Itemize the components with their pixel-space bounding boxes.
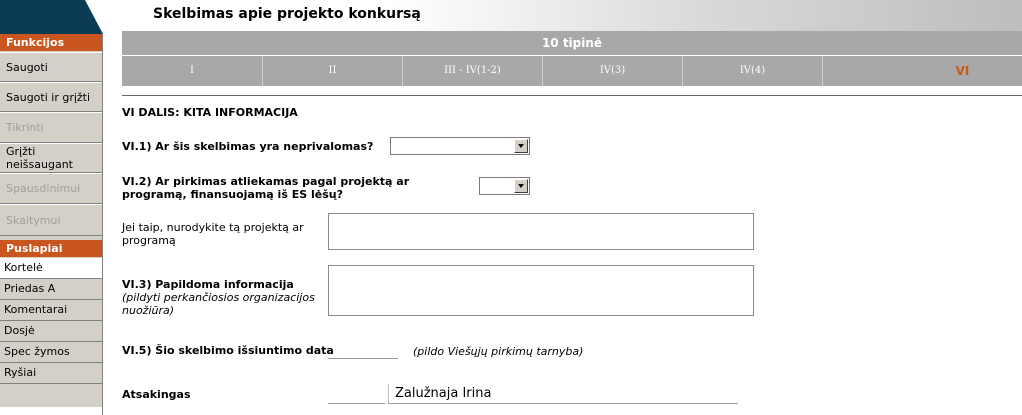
tab-iii-iv[interactable]: III - IV(1-2)	[403, 56, 543, 86]
sidebar-page-rysiai[interactable]: Ryšiai	[0, 363, 102, 384]
print-button[interactable]: Spausdinimui	[0, 173, 102, 204]
chevron-down-icon[interactable]	[514, 179, 528, 193]
tab-ii[interactable]: II	[263, 56, 403, 86]
tab-bar	[122, 56, 1022, 86]
functions-header: Funkcijos	[0, 34, 102, 51]
q3-hint: (pildyti perkančiosios organizacijos nuožiūra)	[122, 291, 315, 317]
return-without-save-button[interactable]: Grįžti neišsaugant	[0, 143, 102, 173]
q5-label: VI.5) Šio skelbimo išsiuntimo data	[122, 344, 334, 357]
responsible-code-field[interactable]	[328, 384, 385, 404]
check-button[interactable]: Tikrinti	[0, 112, 102, 143]
q5-date-field[interactable]	[328, 339, 398, 359]
tab-i[interactable]: I	[122, 56, 263, 86]
q3-label-block	[122, 278, 322, 317]
pages-header: Puslapiai	[0, 240, 102, 257]
tab-iv-3[interactable]: IV(3)	[543, 56, 683, 86]
q3-textarea[interactable]	[328, 265, 754, 316]
q2-select[interactable]	[479, 177, 530, 195]
save-and-return-button[interactable]: Saugoti ir grįžti	[0, 82, 102, 112]
q2-label: VI.2) Ar pirkimas atliekamas pagal projektą ar programą, finansuojamą iš ES lėšų?	[122, 175, 410, 201]
q5-hint: (pildo Viešųjų pirkimų tarnyba)	[413, 345, 584, 358]
sidebar	[0, 0, 103, 415]
sidebar-page-kortele[interactable]: Kortelė	[0, 258, 102, 279]
q1-label: VI.1) Ar šis skelbimas yra neprivalomas?	[122, 140, 374, 153]
sidebar-page-spec-zymos[interactable]: Spec žymos	[0, 342, 102, 363]
responsible-name-field[interactable]: Zalužnaja Irina	[388, 384, 738, 404]
q3-label: VI.3) Papildoma informacija	[122, 278, 294, 291]
tab-group-label: 10 tipinė	[122, 31, 1022, 55]
q2-detail-textarea[interactable]	[328, 213, 754, 250]
section-title: VI DALIS: KITA INFORMACIJA	[122, 106, 298, 119]
responsible-label: Atsakingas	[122, 388, 191, 401]
read-only-button[interactable]: Skaitymui	[0, 204, 102, 236]
title-bar	[122, 0, 1022, 31]
tab-iv-4[interactable]: IV(4)	[683, 56, 823, 86]
sidebar-page-priedas-a[interactable]: Priedas A	[0, 279, 102, 300]
logo	[0, 0, 103, 34]
sidebar-page-dosje[interactable]: Dosjė	[0, 321, 102, 342]
chevron-down-icon[interactable]	[514, 139, 528, 153]
save-button[interactable]: Saugoti	[0, 52, 102, 82]
q1-select[interactable]	[390, 137, 530, 155]
sidebar-page-komentarai[interactable]: Komentarai	[0, 300, 102, 321]
page-title: Skelbimas apie projekto konkursą	[153, 6, 421, 22]
tab-vi[interactable]: VI	[955, 64, 970, 78]
q2-detail-label: Jei taip, nurodykite tą projektą ar programą	[122, 221, 304, 247]
